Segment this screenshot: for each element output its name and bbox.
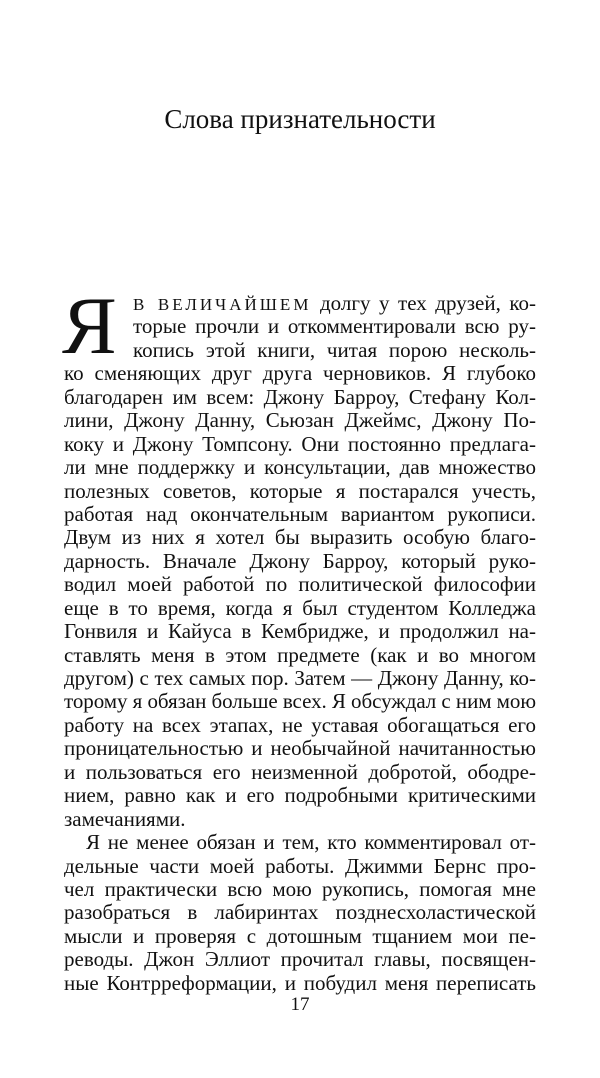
text-line: проницательностью и необычайной начитанностью	[64, 736, 536, 761]
text-line: замечаниями.	[64, 806, 186, 831]
text-line: работу на всех этапах, не уставая обогащаться его	[64, 712, 536, 737]
body-text	[62, 280, 537, 995]
small-caps-lead: В ВЕЛИЧАЙШЕМ	[133, 295, 312, 314]
text-line: и пользоваться его неизменной добротой, ободре-	[64, 759, 536, 784]
text-line: Гонвиля и Кайуса в Кембридже, и продолжил на-	[64, 619, 536, 644]
text-line: нием, равно как и его подробными критическими	[64, 783, 537, 808]
text-line: ли мне поддержку и консультации, дав множество	[64, 455, 536, 480]
text-line: ные Контрреформации, и побудил меня переписать	[64, 970, 536, 995]
page-title: Слова признательности	[164, 104, 436, 134]
drop-cap: Я	[62, 280, 117, 371]
text-line: ко сменяющих друг друга черновиков. Я глубоко	[64, 361, 537, 386]
text-line: лини, Джону Данну, Сьюзан Джеймс, Джону По-	[64, 408, 536, 433]
text-fragment: долгу у тех друзей, ко-	[311, 291, 536, 315]
text-line: благодарен им всем: Джону Барроу, Стефану Кол-	[64, 384, 536, 409]
text-line: другом) с тех самых пор. Затем — Джону Данну, ко-	[64, 666, 536, 690]
text-line: Двум из них я хотел бы выразить особую благо-	[64, 525, 536, 550]
text-line: дарность. Вначале Джону Барроу, который руко-	[64, 548, 537, 573]
text-line: водил моей работой по политической философии	[64, 572, 536, 597]
text-line: коку и Джону Томпсону. Они постоянно предлага-	[64, 431, 536, 456]
text-line: чел практически всю мою рукопись, помогая мне	[64, 876, 536, 901]
text-line: Я не менее обязан и тем, кто комментировал от-	[86, 830, 536, 855]
page-number: 17	[290, 994, 310, 1015]
text-line	[133, 292, 536, 315]
text-line: дельные части моей работы. Джимми Бернс про-	[64, 853, 536, 878]
text-line: полезных советов, которые я постарался учесть,	[64, 478, 536, 503]
text-line: мысли и проверяя с дотошным тщанием мои пе-	[64, 923, 536, 948]
paragraph-2	[64, 831, 536, 995]
text-line: реводы. Джон Эллиот прочитал главы, посвящен-	[64, 947, 536, 972]
text-line: торые прочли и откомментировали всю ру-	[133, 314, 536, 339]
text-line: работая над окончательным вариантом рукописи.	[64, 501, 536, 526]
text-line: копись этой книги, читая порою несколь-	[133, 337, 536, 362]
paragraph-1	[64, 315, 536, 831]
text-line: разобраться в лабиринтах позднесхоластической	[64, 900, 536, 925]
text-line: ставлять меня в этом предмете (как и во многом	[64, 642, 536, 667]
text-line: торому я обязан больше всех. Я обсуждал с ним мою	[64, 689, 536, 714]
text-line: еще в то время, когда я был студентом Колледжа	[64, 595, 536, 620]
